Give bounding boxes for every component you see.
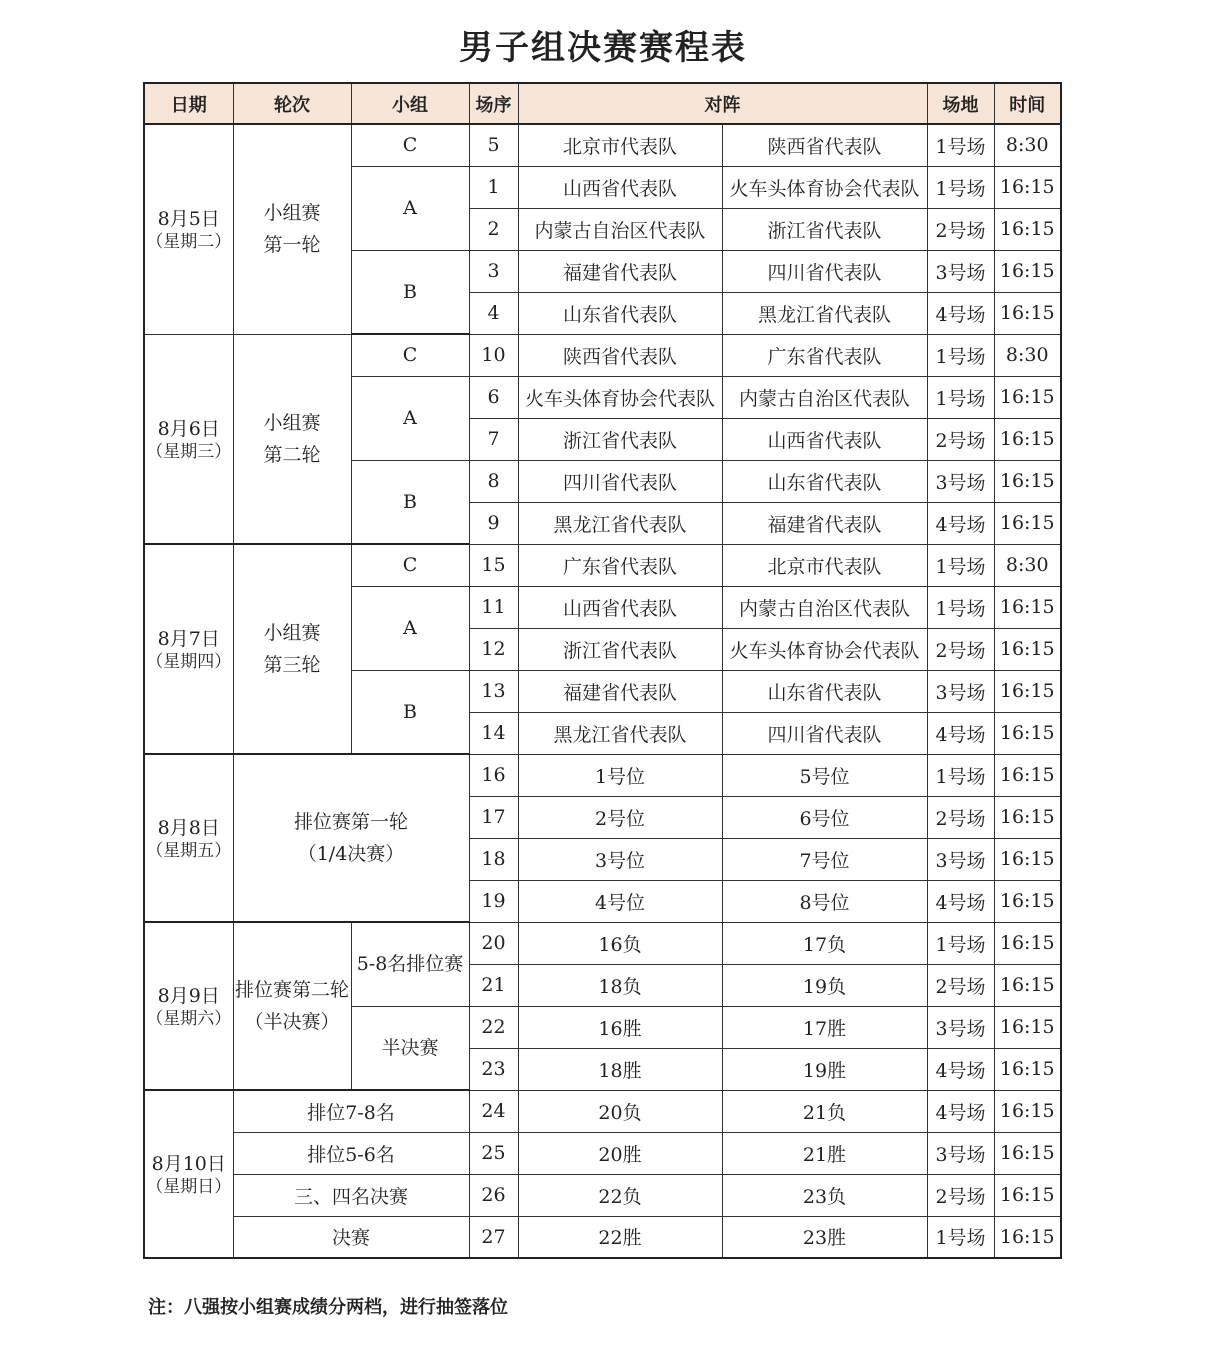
- team-home: 3号位: [518, 838, 722, 880]
- venue: 1号场: [927, 166, 994, 208]
- time: 16:15: [994, 922, 1061, 964]
- team-home: 4号位: [518, 880, 722, 922]
- team-away: 21胜: [722, 1132, 927, 1174]
- footnote: 注：八强按小组赛成绩分两档，进行抽签落位: [148, 1297, 508, 1318]
- weekday-label: （星期日）: [146, 1177, 232, 1197]
- weekday-label: （星期六）: [146, 1009, 232, 1029]
- match-no: 3: [469, 250, 518, 292]
- team-away: 福建省代表队: [722, 502, 927, 544]
- round-cell: [233, 754, 469, 922]
- time: 16:15: [994, 586, 1061, 628]
- venue: 1号场: [927, 1216, 994, 1258]
- team-away: 北京市代表队: [722, 544, 927, 586]
- round-cell: 排位7-8名: [233, 1090, 469, 1132]
- table-row: [144, 754, 1061, 796]
- team-home: 山西省代表队: [518, 586, 722, 628]
- time: 16:15: [994, 376, 1061, 418]
- round-sublabel: 第二轮: [263, 443, 321, 466]
- table-row: [144, 334, 1061, 376]
- time: 16:15: [994, 670, 1061, 712]
- team-away: 火车头体育协会代表队: [722, 166, 927, 208]
- time: 16:15: [994, 964, 1061, 1006]
- round-label: 小组赛: [263, 411, 321, 434]
- group-cell: B: [351, 250, 469, 334]
- weekday-label: （星期二）: [146, 232, 232, 253]
- team-home: 黑龙江省代表队: [518, 712, 722, 754]
- team-home: 18负: [518, 964, 722, 1006]
- table-row: [144, 1216, 1061, 1258]
- team-home: 火车头体育协会代表队: [518, 376, 722, 418]
- group-cell: C: [351, 544, 469, 586]
- date-cell: [144, 1090, 233, 1258]
- header-venue: 场地: [927, 83, 994, 124]
- team-away: 山东省代表队: [722, 460, 927, 502]
- date-label: 8月6日: [157, 417, 220, 440]
- header-group: 小组: [351, 83, 469, 124]
- header-matchup: 对阵: [518, 83, 927, 124]
- time: 16:15: [994, 1174, 1061, 1216]
- match-no: 20: [469, 922, 518, 964]
- venue: 4号场: [927, 292, 994, 334]
- match-no: 13: [469, 670, 518, 712]
- match-no: 27: [469, 1216, 518, 1258]
- team-home: 山西省代表队: [518, 166, 722, 208]
- match-no: 22: [469, 1006, 518, 1048]
- date-cell: [144, 754, 233, 922]
- match-no: 23: [469, 1048, 518, 1090]
- venue: 2号场: [927, 418, 994, 460]
- round-cell: 三、四名决赛: [233, 1174, 469, 1216]
- time: 16:15: [994, 208, 1061, 250]
- team-away: 23胜: [722, 1216, 927, 1258]
- table-row: [144, 1132, 1061, 1174]
- round-sublabel: 第一轮: [263, 234, 321, 257]
- match-no: 24: [469, 1090, 518, 1132]
- team-away: 山东省代表队: [722, 670, 927, 712]
- header-time: 时间: [994, 83, 1061, 124]
- match-no: 26: [469, 1174, 518, 1216]
- table-row: [144, 124, 1061, 166]
- venue: 2号场: [927, 628, 994, 670]
- round-label: 排位赛第一轮: [293, 811, 408, 833]
- team-away: 19胜: [722, 1048, 927, 1090]
- group-cell: A: [351, 376, 469, 460]
- round-sublabel: （半决赛）: [244, 1011, 340, 1033]
- team-home: 北京市代表队: [518, 124, 722, 166]
- team-home: 2号位: [518, 796, 722, 838]
- venue: 4号场: [927, 1048, 994, 1090]
- team-away: 广东省代表队: [722, 334, 927, 376]
- team-away: 7号位: [722, 838, 927, 880]
- time: 16:15: [994, 754, 1061, 796]
- time: 16:15: [994, 460, 1061, 502]
- time: 16:15: [994, 1216, 1061, 1258]
- schedule-table: [143, 82, 1062, 1259]
- group-cell: B: [351, 670, 469, 754]
- round-label: 小组赛: [263, 622, 321, 644]
- team-home: 浙江省代表队: [518, 418, 722, 460]
- team-home: 16负: [518, 922, 722, 964]
- venue: 4号场: [927, 712, 994, 754]
- time: 8:30: [994, 544, 1061, 586]
- match-no: 17: [469, 796, 518, 838]
- team-home: 福建省代表队: [518, 250, 722, 292]
- team-away: 浙江省代表队: [722, 208, 927, 250]
- header-match-no: 场序: [469, 83, 518, 124]
- date-cell: [144, 124, 233, 334]
- time: 8:30: [994, 124, 1061, 166]
- weekday-label: （星期四）: [146, 652, 232, 672]
- team-away: 山西省代表队: [722, 418, 927, 460]
- date-label: 8月9日: [157, 985, 220, 1007]
- team-away: 6号位: [722, 796, 927, 838]
- venue: 1号场: [927, 586, 994, 628]
- team-away: 19负: [722, 964, 927, 1006]
- time: 16:15: [994, 1132, 1061, 1174]
- venue: 3号场: [927, 1006, 994, 1048]
- group-cell: B: [351, 460, 469, 544]
- team-away: 17负: [722, 922, 927, 964]
- time: 16:15: [994, 250, 1061, 292]
- round-cell: [233, 334, 351, 544]
- time: 16:15: [994, 1006, 1061, 1048]
- team-home: 陕西省代表队: [518, 334, 722, 376]
- time: 16:15: [994, 880, 1061, 922]
- time: 16:15: [994, 292, 1061, 334]
- team-home: 福建省代表队: [518, 670, 722, 712]
- venue: 1号场: [927, 754, 994, 796]
- round-cell: 决赛: [233, 1216, 469, 1258]
- team-home: 22负: [518, 1174, 722, 1216]
- header-date: 日期: [144, 83, 233, 124]
- date-label: 8月8日: [157, 817, 220, 839]
- match-no: 9: [469, 502, 518, 544]
- date-label: 8月7日: [157, 628, 220, 650]
- team-away: 5号位: [722, 754, 927, 796]
- venue: 3号场: [927, 460, 994, 502]
- venue: 2号场: [927, 964, 994, 1006]
- time: 16:15: [994, 838, 1061, 880]
- match-no: 6: [469, 376, 518, 418]
- team-away: 内蒙古自治区代表队: [722, 586, 927, 628]
- team-home: 内蒙古自治区代表队: [518, 208, 722, 250]
- venue: 1号场: [927, 376, 994, 418]
- table-row: [144, 922, 1061, 964]
- team-home: 22胜: [518, 1216, 722, 1258]
- match-no: 12: [469, 628, 518, 670]
- date-label: 8月5日: [157, 208, 220, 231]
- match-no: 21: [469, 964, 518, 1006]
- page-title: 男子组决赛赛程表: [459, 28, 747, 68]
- date-label: 8月10日: [151, 1153, 226, 1175]
- team-away: 四川省代表队: [722, 250, 927, 292]
- team-away: 21负: [722, 1090, 927, 1132]
- match-no: 15: [469, 544, 518, 586]
- time: 16:15: [994, 418, 1061, 460]
- venue: 3号场: [927, 1132, 994, 1174]
- team-home: 广东省代表队: [518, 544, 722, 586]
- team-home: 山东省代表队: [518, 292, 722, 334]
- round-sublabel: （1/4决赛）: [297, 843, 405, 865]
- weekday-label: （星期五）: [146, 841, 232, 861]
- team-home: 18胜: [518, 1048, 722, 1090]
- header-round: 轮次: [233, 83, 351, 124]
- time: 16:15: [994, 1090, 1061, 1132]
- team-away: 黑龙江省代表队: [722, 292, 927, 334]
- match-no: 14: [469, 712, 518, 754]
- venue: 3号场: [927, 838, 994, 880]
- team-home: 1号位: [518, 754, 722, 796]
- match-no: 16: [469, 754, 518, 796]
- match-no: 1: [469, 166, 518, 208]
- venue: 1号场: [927, 544, 994, 586]
- time: 16:15: [994, 166, 1061, 208]
- match-no: 10: [469, 334, 518, 376]
- time: 16:15: [994, 796, 1061, 838]
- table-row: [144, 1090, 1061, 1132]
- match-no: 25: [469, 1132, 518, 1174]
- table-row: [144, 544, 1061, 586]
- group-cell: 半决赛: [351, 1006, 469, 1090]
- round-cell: [233, 544, 351, 754]
- table-row: [144, 1174, 1061, 1216]
- group-cell: A: [351, 586, 469, 670]
- match-no: 7: [469, 418, 518, 460]
- team-home: 20胜: [518, 1132, 722, 1174]
- group-cell: C: [351, 124, 469, 166]
- match-no: 5: [469, 124, 518, 166]
- team-away: 17胜: [722, 1006, 927, 1048]
- venue: 4号场: [927, 1090, 994, 1132]
- date-cell: [144, 544, 233, 754]
- venue: 4号场: [927, 880, 994, 922]
- round-label: 排位赛第二轮: [234, 979, 349, 1001]
- header-row: [144, 83, 1061, 124]
- group-cell: C: [351, 334, 469, 376]
- venue: 2号场: [927, 208, 994, 250]
- team-home: 黑龙江省代表队: [518, 502, 722, 544]
- round-cell: [233, 124, 351, 334]
- team-away: 8号位: [722, 880, 927, 922]
- venue: 3号场: [927, 670, 994, 712]
- round-label: 小组赛: [263, 202, 321, 225]
- round-sublabel: 第三轮: [263, 654, 321, 676]
- time: 8:30: [994, 334, 1061, 376]
- team-away: 内蒙古自治区代表队: [722, 376, 927, 418]
- venue: 1号场: [927, 922, 994, 964]
- team-home: 四川省代表队: [518, 460, 722, 502]
- time: 16:15: [994, 1048, 1061, 1090]
- match-no: 8: [469, 460, 518, 502]
- venue: 2号场: [927, 796, 994, 838]
- team-home: 16胜: [518, 1006, 722, 1048]
- venue: 1号场: [927, 124, 994, 166]
- weekday-label: （星期三）: [146, 441, 232, 462]
- group-cell: 5-8名排位赛: [351, 922, 469, 1006]
- time: 16:15: [994, 502, 1061, 544]
- team-home: 20负: [518, 1090, 722, 1132]
- match-no: 18: [469, 838, 518, 880]
- match-no: 2: [469, 208, 518, 250]
- venue: 3号场: [927, 250, 994, 292]
- time: 16:15: [994, 712, 1061, 754]
- match-no: 11: [469, 586, 518, 628]
- group-cell: A: [351, 166, 469, 250]
- date-cell: [144, 922, 233, 1090]
- match-no: 19: [469, 880, 518, 922]
- venue: 1号场: [927, 334, 994, 376]
- time: 16:15: [994, 628, 1061, 670]
- team-away: 火车头体育协会代表队: [722, 628, 927, 670]
- team-home: 浙江省代表队: [518, 628, 722, 670]
- venue: 2号场: [927, 1174, 994, 1216]
- round-cell: 排位5-6名: [233, 1132, 469, 1174]
- round-cell: [233, 922, 351, 1090]
- venue: 4号场: [927, 502, 994, 544]
- team-away: 四川省代表队: [722, 712, 927, 754]
- team-away: 陕西省代表队: [722, 124, 927, 166]
- match-no: 4: [469, 292, 518, 334]
- team-away: 23负: [722, 1174, 927, 1216]
- date-cell: [144, 334, 233, 544]
